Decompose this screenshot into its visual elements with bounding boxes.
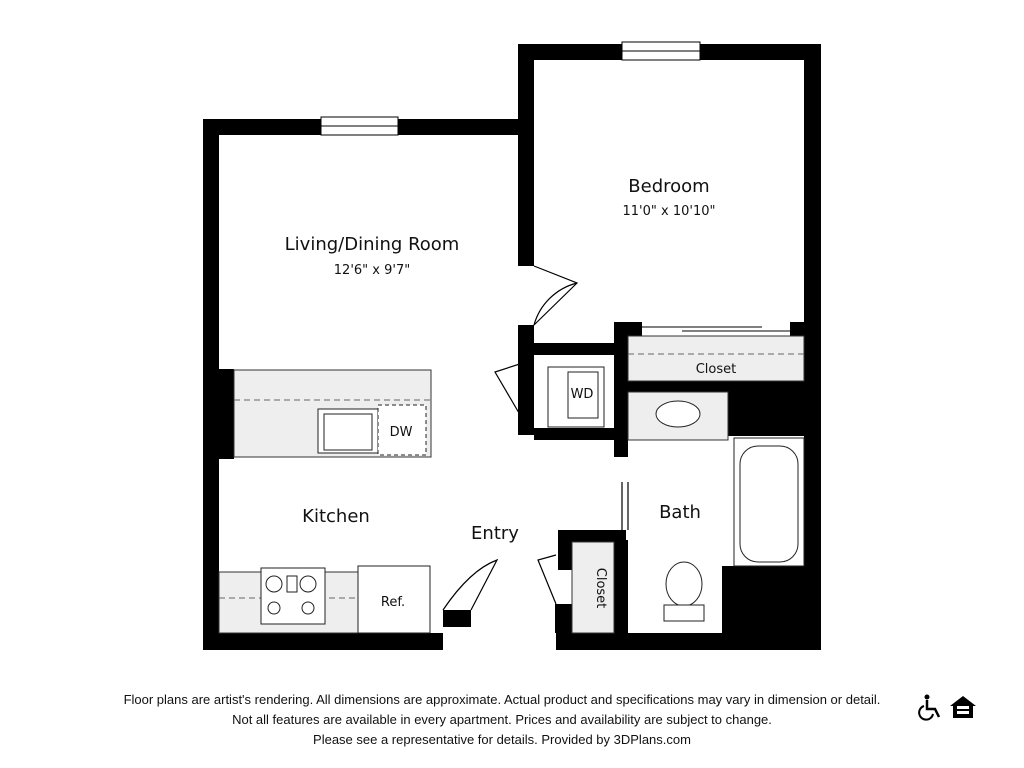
bedroom-label: Bedroom xyxy=(628,176,710,197)
entry-closet-label: Closet xyxy=(593,567,608,609)
dishwasher-label: DW xyxy=(389,425,413,440)
wheelchair-icon xyxy=(918,694,944,722)
entry-label: Entry xyxy=(471,523,519,544)
disclaimer-line-1: Floor plans are artist's rendering. All dimensions are approximate. Actual product and specifications may vary in dimension or detail. xyxy=(123,692,881,707)
equal-housing-icon xyxy=(948,694,978,722)
kitchen-island xyxy=(234,370,431,457)
disclaimer-line-3: Please see a representative for details. Provided by 3DPlans.com xyxy=(313,732,691,747)
washer-dryer-label: WD xyxy=(570,387,594,402)
living-room-label: Living/Dining Room xyxy=(284,234,460,255)
living-room-dims: 12'6" x 9'7" xyxy=(333,263,411,278)
disclaimer-line-2: Not all features are available in every apartment. Prices and availability are subject to change. xyxy=(232,712,772,727)
bath-label: Bath xyxy=(659,502,701,523)
bedroom-closet-label: Closet xyxy=(695,362,737,377)
kitchen-label: Kitchen xyxy=(302,506,370,527)
refrigerator-label: Ref. xyxy=(380,595,406,610)
bedroom-dims: 11'0" x 10'10" xyxy=(622,204,716,219)
